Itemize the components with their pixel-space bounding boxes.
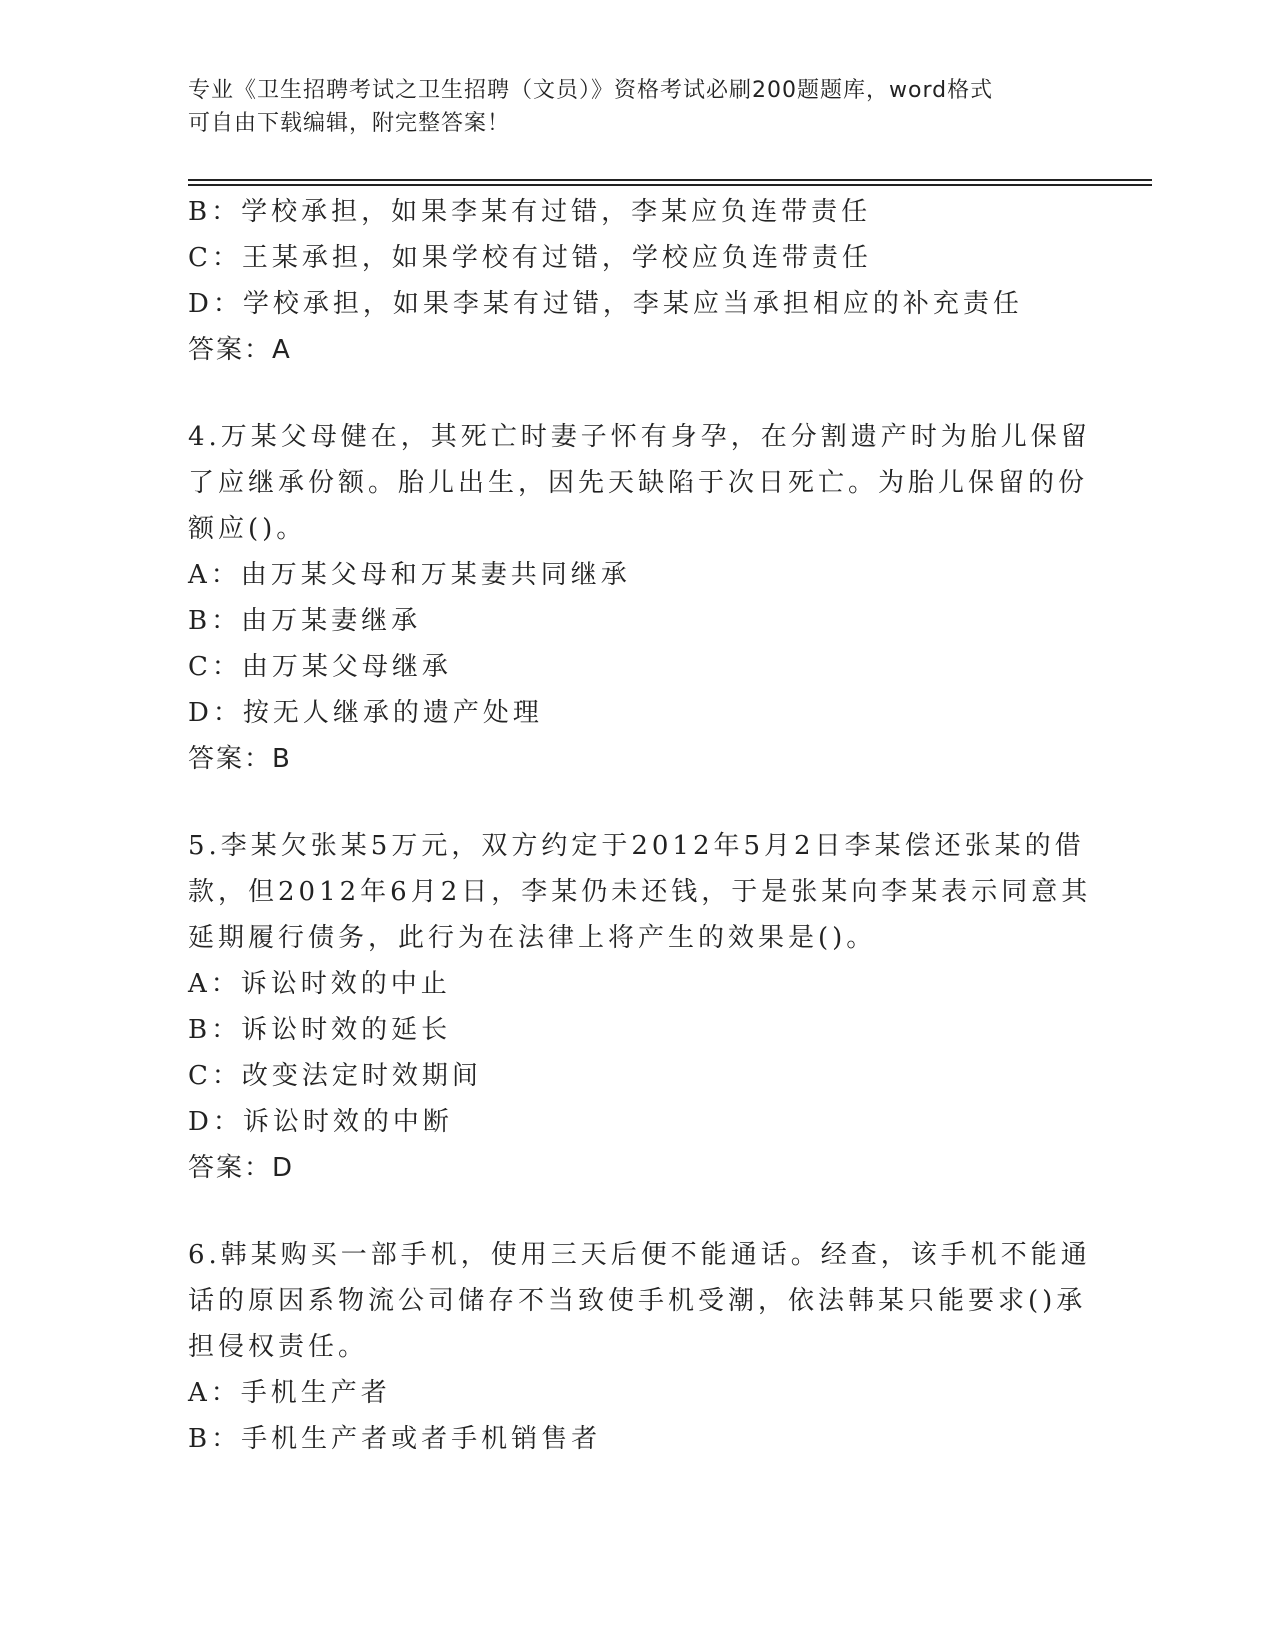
option-c: C：改变法定时效期间 <box>188 1061 482 1091</box>
option-b: B：诉讼时效的延长 <box>188 1015 452 1045</box>
question-5 <box>188 823 1092 1191</box>
question-4 <box>188 414 1091 782</box>
spacer <box>188 1191 1088 1232</box>
header-line-1: 专业《卫生招聘考试之卫生招聘（文员）》资格考试必刷200题题库，word格式 <box>188 78 994 103</box>
question-3-tail <box>188 189 1088 373</box>
option-d: D：学校承担，如果李某有过错，李某应当承担相应的补充责任 <box>188 289 1023 319</box>
question-stem-line: 5.李某欠张某5万元，双方约定于2012年5月2日李某偿还张某的借 <box>188 831 1085 861</box>
header-divider-top <box>188 179 1152 181</box>
spacer <box>188 373 1088 414</box>
question-stem-line: 4.万某父母健在，其死亡时妻子怀有身孕，在分割遗产时为胎儿保留 <box>188 422 1091 452</box>
header-line-2: 可自由下载编辑，附完整答案！ <box>188 111 511 136</box>
question-list <box>188 189 1092 1462</box>
option-c: C：王某承担，如果学校有过错，学校应负连带责任 <box>188 243 872 273</box>
document-header <box>188 74 1068 140</box>
option-d: D：按无人继承的遗产处理 <box>188 698 543 728</box>
answer-line: 答案：D <box>188 1153 295 1183</box>
question-stem-line: 话的原因系物流公司储存不当致使手机受潮，依法韩某只能要求()承 <box>188 1286 1087 1316</box>
option-c: C：由万某父母继承 <box>188 652 452 682</box>
option-b: B：手机生产者或者手机销售者 <box>188 1424 602 1454</box>
answer-line: 答案：B <box>188 744 292 774</box>
option-a: A：由万某父母和万某妻共同继承 <box>188 560 631 590</box>
option-b: B：由万某妻继承 <box>188 606 422 636</box>
question-stem-line: 款，但2012年6月2日，李某仍未还钱，于是张某向李某表示同意其 <box>188 877 1092 907</box>
spacer <box>188 782 1088 823</box>
option-b: B：学校承担，如果李某有过错，李某应负连带责任 <box>188 197 872 227</box>
question-stem-line: 担侵权责任。 <box>188 1332 369 1362</box>
header-divider-bottom <box>188 184 1152 186</box>
option-d: D：诉讼时效的中断 <box>188 1107 453 1137</box>
question-stem-line: 了应继承份额。胎儿出生，因先天缺陷于次日死亡。为胎儿保留的份 <box>188 468 1089 498</box>
question-stem-line: 额应()。 <box>188 514 307 544</box>
question-stem-line: 延期履行债务，此行为在法律上将产生的效果是()。 <box>188 923 877 953</box>
question-6 <box>188 1232 1091 1462</box>
question-stem-line: 6.韩某购买一部手机，使用三天后便不能通话。经查，该手机不能通 <box>188 1240 1091 1270</box>
answer-line: 答案：A <box>188 335 292 365</box>
option-a: A：诉讼时效的中止 <box>188 969 451 999</box>
option-a: A：手机生产者 <box>188 1378 391 1408</box>
